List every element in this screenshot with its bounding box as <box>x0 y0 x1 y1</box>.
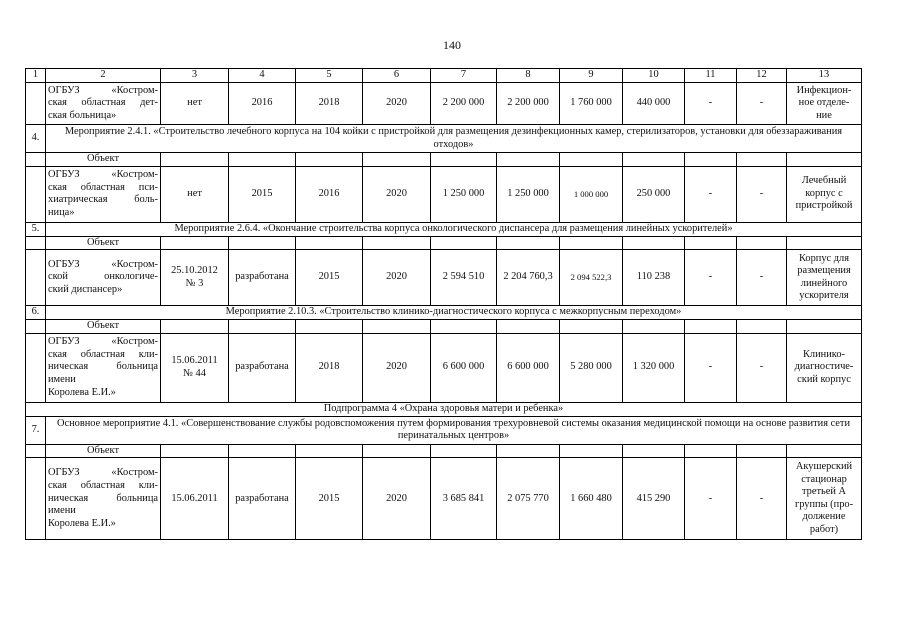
org-line: ская больница» <box>48 109 117 121</box>
organization-cell <box>46 333 161 402</box>
org-line: Королева Е.И.» <box>48 386 116 398</box>
empty-cell <box>560 153 623 167</box>
empty-cell <box>787 444 862 458</box>
empty-cell <box>161 320 229 334</box>
empty-cell <box>497 236 560 250</box>
row-number <box>26 250 46 306</box>
row-number <box>26 458 46 540</box>
purpose-line: стационар <box>801 473 847 485</box>
purpose-cell <box>787 458 862 540</box>
doc-cell <box>161 250 229 306</box>
doc-cell: нет <box>161 166 229 222</box>
org-line: ский диспансер» <box>48 283 123 295</box>
dash-cell: - <box>737 333 787 402</box>
empty-cell <box>685 236 737 250</box>
amount-cell: 6 600 000 <box>431 333 497 402</box>
object-row <box>26 153 862 167</box>
object-label: Объект <box>46 320 161 334</box>
empty-cell <box>497 444 560 458</box>
event-row <box>26 222 862 236</box>
header-cell: 10 <box>623 69 685 83</box>
object-label: Объект <box>46 153 161 167</box>
empty-cell <box>229 236 296 250</box>
doc-cell: 15.06.2011 <box>161 458 229 540</box>
empty-cell <box>787 320 862 334</box>
amount-cell: 250 000 <box>623 166 685 222</box>
org-line: ническая больница <box>48 492 158 504</box>
page-number: 140 <box>443 38 461 52</box>
org-line: ОГБУЗ «Костром- <box>48 168 158 180</box>
doc-cell: нет <box>161 83 229 125</box>
empty-cell <box>737 153 787 167</box>
table-row <box>26 250 862 306</box>
empty-cell <box>623 320 685 334</box>
empty-cell <box>560 444 623 458</box>
header-cell: 2 <box>46 69 161 83</box>
dash-cell: - <box>685 250 737 306</box>
purpose-line: третьей А <box>801 486 847 498</box>
year-cell: 2020 <box>363 83 431 125</box>
amount-cell: 1 320 000 <box>623 333 685 402</box>
empty-cell <box>787 153 862 167</box>
empty-cell <box>497 320 560 334</box>
empty-cell <box>737 236 787 250</box>
subprogram-title: Подпрограмма 4 «Охрана здоровья матери и ребенка» <box>26 402 862 416</box>
row-number <box>26 333 46 402</box>
empty-cell <box>363 444 431 458</box>
event-row <box>26 125 862 153</box>
status-cell: разработана <box>229 333 296 402</box>
org-line: имени <box>48 374 76 386</box>
empty-cell <box>560 320 623 334</box>
purpose-line: группы (про- <box>794 498 854 510</box>
empty-cell <box>431 444 497 458</box>
year-cell: 2018 <box>296 333 363 402</box>
header-cell: 8 <box>497 69 560 83</box>
purpose-line: должение <box>802 511 846 523</box>
purpose-line: ускорителя <box>799 290 849 302</box>
purpose-line: ский корпус <box>797 374 851 386</box>
header-cell: 13 <box>787 69 862 83</box>
empty-cell <box>431 236 497 250</box>
org-line: ская областная кли- <box>48 348 158 360</box>
object-row <box>26 320 862 334</box>
amount-cell: 1 250 000 <box>497 166 560 222</box>
header-cell: 7 <box>431 69 497 83</box>
empty-cell <box>623 236 685 250</box>
empty-cell <box>431 153 497 167</box>
empty-cell <box>685 444 737 458</box>
year-cell: 2016 <box>229 83 296 125</box>
empty-cell <box>161 236 229 250</box>
amount-cell: 110 238 <box>623 250 685 306</box>
event-row <box>26 306 862 320</box>
org-line: ОГБУЗ «Костром- <box>48 84 158 96</box>
org-line: ОГБУЗ «Костром- <box>48 336 158 348</box>
purpose-cell <box>787 83 862 125</box>
empty-cell <box>737 320 787 334</box>
year-cell: 2018 <box>296 83 363 125</box>
status-cell: разработана <box>229 250 296 306</box>
amount-cell: 1 660 480 <box>560 458 623 540</box>
empty-cell <box>560 236 623 250</box>
empty-cell <box>161 444 229 458</box>
year-cell: 2016 <box>296 166 363 222</box>
year-cell: 2015 <box>229 166 296 222</box>
header-cell: 3 <box>161 69 229 83</box>
header-cell: 11 <box>685 69 737 83</box>
year-cell: 2020 <box>363 166 431 222</box>
event-row <box>26 416 862 444</box>
purpose-line: корпус с <box>805 187 843 199</box>
empty-cell <box>497 153 560 167</box>
amount-cell: 2 094 522,3 <box>560 250 623 306</box>
subprogram-row <box>26 402 862 416</box>
org-line: ница» <box>48 206 75 218</box>
year-cell: 2020 <box>363 333 431 402</box>
empty-cell <box>787 236 862 250</box>
object-row <box>26 444 862 458</box>
dash-cell: - <box>737 166 787 222</box>
row-number: 4. <box>26 125 46 153</box>
purpose-line: линейного <box>800 277 848 289</box>
object-label: Объект <box>46 444 161 458</box>
purpose-line: Инфекцион- <box>796 84 852 96</box>
row-number <box>26 236 46 250</box>
amount-cell: 2 200 000 <box>497 83 560 125</box>
amount-cell: 3 685 841 <box>431 458 497 540</box>
header-row <box>26 69 862 83</box>
org-line: ОГБУЗ «Костром- <box>48 258 158 270</box>
status-cell: разработана <box>229 458 296 540</box>
empty-cell <box>685 320 737 334</box>
amount-cell: 1 250 000 <box>431 166 497 222</box>
org-line: Королева Е.И.» <box>48 517 116 529</box>
empty-cell <box>431 320 497 334</box>
year-cell: 2020 <box>363 458 431 540</box>
empty-cell <box>229 444 296 458</box>
amount-cell: 6 600 000 <box>497 333 560 402</box>
doc-cell <box>161 333 229 402</box>
org-line: ническая больница <box>48 361 158 373</box>
amount-cell: 5 280 000 <box>560 333 623 402</box>
organization-cell <box>46 83 161 125</box>
object-row <box>26 236 862 250</box>
empty-cell <box>229 320 296 334</box>
purpose-cell <box>787 166 862 222</box>
organization-cell <box>46 166 161 222</box>
purpose-cell <box>787 250 862 306</box>
table-row <box>26 83 862 125</box>
empty-cell <box>685 153 737 167</box>
organization-cell <box>46 250 161 306</box>
dash-cell: - <box>685 83 737 125</box>
event-description: Мероприятие 2.4.1. «Строительство лечебного корпуса на 104 койки с пристройкой для размещения дезинфекционных камер, стерилизаторов, установки для обеззараживания отходов» <box>46 125 862 153</box>
doc-date: 15.06.2011 <box>171 355 218 367</box>
purpose-line: диагностиче- <box>794 361 854 373</box>
header-cell: 4 <box>229 69 296 83</box>
row-number <box>26 444 46 458</box>
year-cell: 2015 <box>296 458 363 540</box>
org-line: ская областная дет- <box>48 97 158 109</box>
org-line: ская областная кли- <box>48 479 158 491</box>
amount-cell: 1 760 000 <box>560 83 623 125</box>
purpose-line: пристройкой <box>795 200 853 212</box>
amount-cell: 1 000 000 <box>560 166 623 222</box>
dash-cell: - <box>737 250 787 306</box>
empty-cell <box>161 153 229 167</box>
amount-cell: 2 204 760,3 <box>497 250 560 306</box>
purpose-line: ние <box>816 109 832 121</box>
empty-cell <box>363 236 431 250</box>
header-cell: 5 <box>296 69 363 83</box>
table-row <box>26 458 862 540</box>
amount-cell: 415 290 <box>623 458 685 540</box>
empty-cell <box>363 320 431 334</box>
purpose-line: Лечебный <box>801 175 847 187</box>
empty-cell <box>623 444 685 458</box>
org-line: хиатрическая боль- <box>48 194 158 206</box>
empty-cell <box>623 153 685 167</box>
header-cell: 9 <box>560 69 623 83</box>
row-number <box>26 166 46 222</box>
event-description: Мероприятие 2.10.3. «Строительство клинико-диагностического корпуса с межкорпусным переходом» <box>46 306 862 320</box>
header-cell: 12 <box>737 69 787 83</box>
empty-cell <box>363 153 431 167</box>
dash-cell: - <box>737 458 787 540</box>
dash-cell: - <box>737 83 787 125</box>
object-label: Объект <box>46 236 161 250</box>
org-line: ОГБУЗ «Костром- <box>48 467 158 479</box>
dash-cell: - <box>685 166 737 222</box>
empty-cell <box>296 153 363 167</box>
year-cell: 2020 <box>363 250 431 306</box>
org-line: ская областная пси- <box>48 181 158 193</box>
purpose-line: Корпус для <box>798 252 850 264</box>
doc-number: № 44 <box>183 367 206 379</box>
purpose-line: Акушерский <box>795 461 853 473</box>
org-line: ской онкологиче- <box>48 271 158 283</box>
amount-cell: 440 000 <box>623 83 685 125</box>
event-description: Основное мероприятие 4.1. «Совершенствование службы родовспоможения путем формирования трехуровневой системы оказания медицинской помощи на основе развития сети перинатальных центров» <box>46 416 862 444</box>
empty-cell <box>229 153 296 167</box>
row-number <box>26 320 46 334</box>
event-description: Мероприятие 2.6.4. «Окончание строительства корпуса онкологического диспансера для размещения линейных ускорителей» <box>46 222 862 236</box>
empty-cell <box>296 320 363 334</box>
purpose-line: размещения <box>797 265 851 277</box>
amount-cell: 2 200 000 <box>431 83 497 125</box>
purpose-line: Клинико- <box>803 348 845 360</box>
year-cell: 2015 <box>296 250 363 306</box>
doc-date: 25.10.2012 <box>171 265 218 277</box>
table-row <box>26 333 862 402</box>
header-cell: 6 <box>363 69 431 83</box>
organization-cell <box>46 458 161 540</box>
empty-cell <box>296 444 363 458</box>
purpose-cell <box>787 333 862 402</box>
row-number: 7. <box>26 416 46 444</box>
empty-cell <box>296 236 363 250</box>
purpose-line: работ) <box>809 524 839 536</box>
doc-number: № 3 <box>185 277 204 289</box>
row-number <box>26 153 46 167</box>
row-number: 5. <box>26 222 46 236</box>
dash-cell: - <box>685 333 737 402</box>
purpose-line: ное отделе- <box>798 97 850 109</box>
empty-cell <box>737 444 787 458</box>
amount-cell: 2 594 510 <box>431 250 497 306</box>
header-cell: 1 <box>26 69 46 83</box>
row-number <box>26 83 46 125</box>
table-row <box>26 166 862 222</box>
row-number: 6. <box>26 306 46 320</box>
org-line: имени <box>48 505 76 517</box>
investment-table <box>25 68 862 540</box>
dash-cell: - <box>685 458 737 540</box>
amount-cell: 2 075 770 <box>497 458 560 540</box>
